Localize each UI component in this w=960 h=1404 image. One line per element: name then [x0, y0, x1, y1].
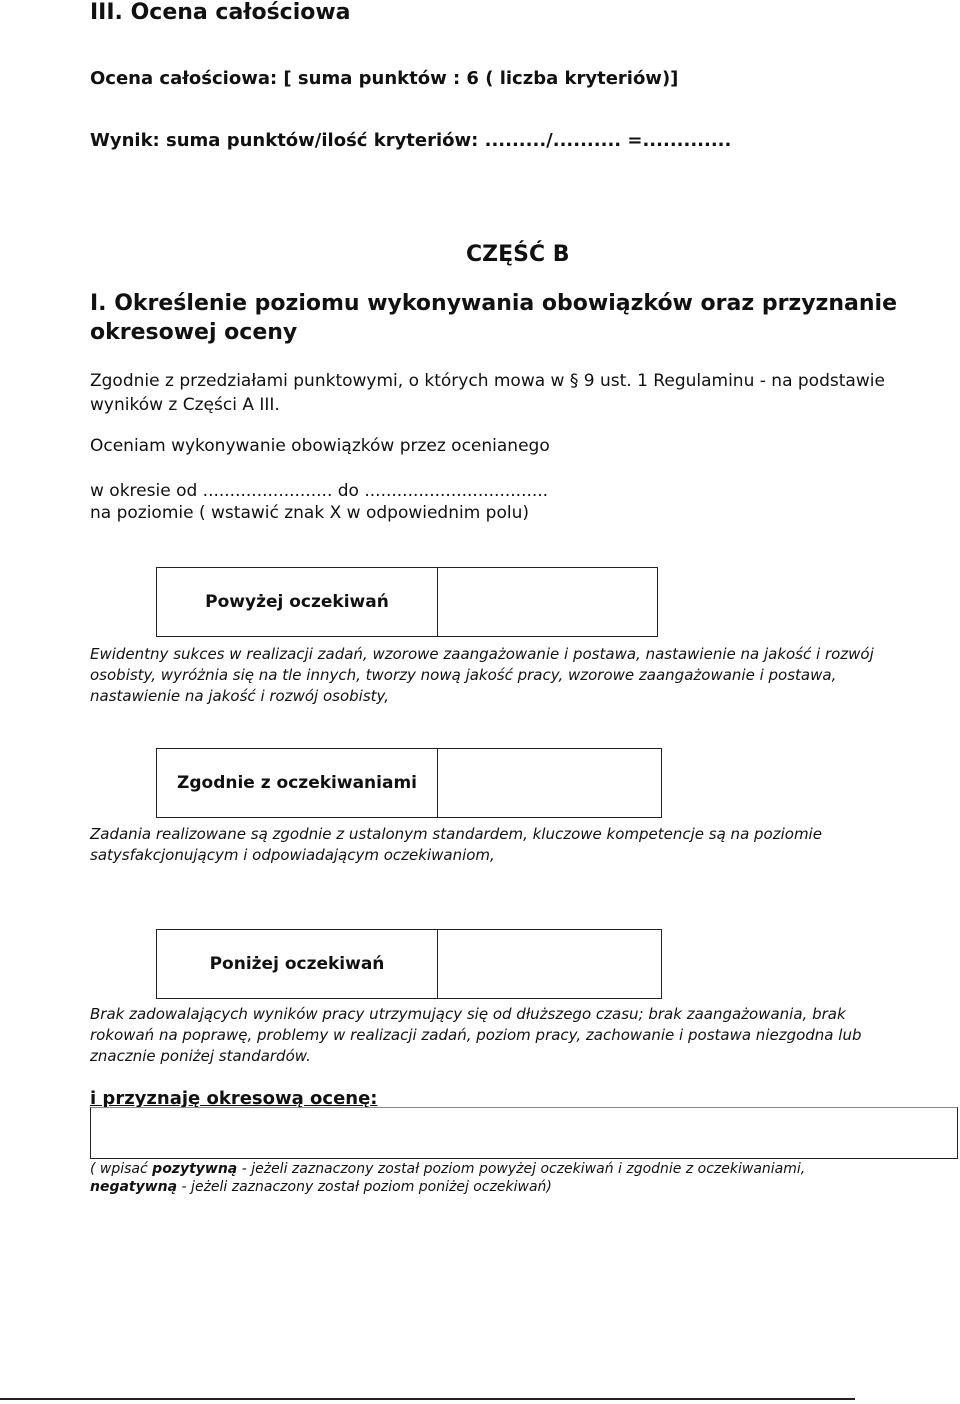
formula-line: Ocena całościowa: [ suma punktów : 6 ( liczba kryteriów)] — [90, 68, 679, 89]
section-1-title-line1: I. Określenie poziomu wykonywania obowiązków oraz przyznanie — [90, 291, 897, 316]
grade-note-line2: negatywną - jeżeli zaznaczony został poziom poniżej oczekiwań) — [90, 1179, 552, 1195]
level-desc-meets-line1: Zadania realizowane są zgodnie z ustalonym standardem, kluczowe kompetencje są na poziomie — [90, 825, 822, 843]
level-desc-below-line1: Brak zadowalających wyników pracy utrzymujący się od dłuższego czasu; brak zaangażowania, brak — [90, 1005, 846, 1023]
level-checkbox-above[interactable] — [438, 568, 657, 636]
level-checkbox-meets[interactable] — [438, 749, 661, 817]
level-row-below — [156, 929, 662, 999]
section-title: III. Ocena całościowa — [90, 0, 351, 25]
level-desc-meets-line2: satysfakcjonującym i odpowiadającym oczekiwaniom, — [90, 846, 495, 864]
result-line: Wynik: suma punktów/ilość kryteriów: ........./.......... =............. — [90, 130, 732, 151]
grade-input-box[interactable] — [90, 1107, 958, 1159]
level-desc-above-line2: osobisty, wyróżnia się na tle innych, tworzy nową jakość pracy, wzorowe zaangażowanie i postawa, — [90, 666, 837, 684]
level-label-above: Powyżej oczekiwań — [157, 568, 438, 636]
level-instruction: na poziomie ( wstawić znak X w odpowiednim polu) — [90, 503, 530, 523]
intro-line2: wyników z Części A III. — [90, 395, 280, 415]
level-label-meets: Zgodnie z oczekiwaniami — [157, 749, 438, 817]
grade-heading: i przyznaję okresową ocenę: — [90, 1088, 378, 1109]
level-desc-below-line2: rokowań na poprawę, problemy w realizacji zadań, poziom pracy, zachowanie i postawa niezgodna lub — [90, 1026, 862, 1044]
level-desc-above-line3: nastawienie na jakość i rozwój osobisty, — [90, 687, 390, 705]
bottom-divider — [0, 1398, 855, 1400]
level-checkbox-below[interactable] — [438, 930, 661, 998]
assess-line: Oceniam wykonywanie obowiązków przez ocenianego — [90, 436, 550, 456]
period-line: w okresie od ........................ do .................................. — [90, 481, 549, 501]
level-desc-below-line3: znacznie poniżej standardów. — [90, 1047, 311, 1065]
level-desc-above-line1: Ewidentny sukces w realizacji zadań, wzorowe zaangażowanie i postawa, nastawienie na jakość i rozwój — [90, 645, 874, 663]
grade-note-line1: ( wpisać pozytywną - jeżeli zaznaczony został poziom powyżej oczekiwań i zgodnie z oczekiwaniami, — [90, 1161, 806, 1177]
section-1-title-line2: okresowej oceny — [90, 320, 298, 345]
intro-line1: Zgodnie z przedziałami punktowymi, o których mowa w § 9 ust. 1 Regulaminu - na podstawie — [90, 371, 885, 391]
level-row-meets — [156, 748, 662, 818]
level-label-below: Poniżej oczekiwań — [157, 930, 438, 998]
part-b-heading: CZĘŚĆ B — [466, 242, 570, 267]
level-row-above — [156, 567, 658, 637]
